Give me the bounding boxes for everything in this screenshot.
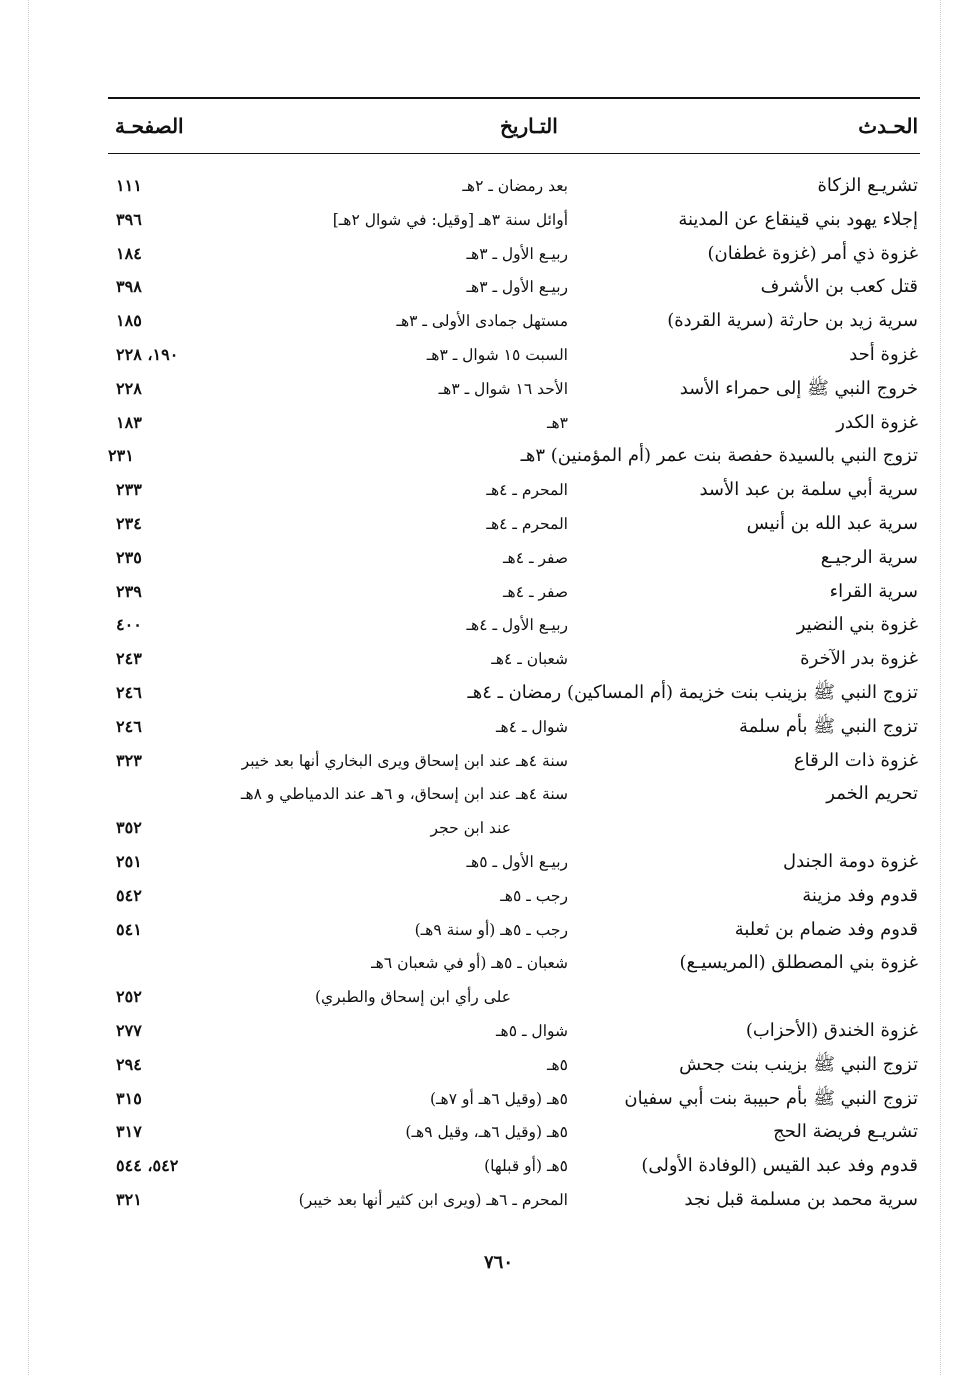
page-cell: ٣٥٢ [116, 818, 142, 838]
header-rule [108, 153, 920, 154]
table-row [0, 609, 956, 643]
event-cell: قدوم وفد مزينة [802, 884, 918, 906]
date-cell: مستهل جمادى الأولى ـ ٣هـ [396, 312, 568, 331]
date-cell: سنة ٤هـ عند ابن إسحاق ويرى البخاري أنها بعد خيبر [241, 751, 568, 770]
event-cell: تحريم الخمر [826, 783, 918, 805]
event-cell: سرية الرجيـع [820, 546, 918, 568]
table-row [0, 1184, 956, 1218]
event-cell: تزوج النبي ﷺ بزينب بنت جحش [679, 1053, 918, 1075]
date-cell: ٥هـ (أو قبلها) [484, 1157, 568, 1176]
event-cell: تشريـع فريضة الحج [773, 1121, 918, 1143]
page-cell: ٢٣٤ [116, 513, 142, 533]
date-cell: أوائل سنة ٣هـ [وقيل: في شوال ٢هـ] [332, 210, 568, 229]
event-cell: تزوج النبي ﷺ بزينب بنت خزيمة (أم المساكين) رمضان ـ ٤هـ [467, 681, 918, 703]
table-row [0, 1150, 956, 1184]
date-cell: ٥هـ (وقيل ٦هـ أو ٧هـ) [429, 1089, 568, 1108]
event-cell: غزوة بني النضير [796, 614, 918, 636]
page-cell: ٢٣٩ [116, 581, 142, 601]
event-cell: غزوة بني المصطلق (المريسيـع) [679, 952, 918, 974]
table-row [0, 880, 956, 914]
date-cell: رجب ـ ٥هـ [500, 886, 568, 905]
date-cell: المحرم ـ ٤هـ [486, 481, 568, 500]
date-cell: ربيـع الأول ـ ٣هـ [466, 244, 568, 263]
event-cell: غزوة الكدر [836, 411, 918, 433]
event-cell: غزوة أحد [849, 343, 918, 365]
page-cell: ٢٤٦ [116, 682, 142, 702]
event-cell: قتل كعب بن الأشرف [760, 276, 918, 298]
page-cell: ٣٢٣ [116, 750, 142, 770]
event-cell: قدوم وفد عبد القيس (الوفادة الأولى) [641, 1155, 918, 1177]
date-cell: ٣هـ [546, 413, 568, 432]
table-row [0, 677, 956, 711]
page-cell: ٢٣٣ [116, 480, 142, 500]
event-cell: خروج النبي ﷺ إلى حمراء الأسد [679, 377, 918, 399]
event-cell: غزوة الخندق (الأحزاب) [745, 1019, 918, 1041]
page-cell: ٢٤٣ [116, 649, 142, 669]
table-row [0, 1015, 956, 1049]
page-cell: ٣١٧ [116, 1122, 142, 1142]
table-row [0, 711, 956, 745]
event-cell: غزوة دومة الجندل [783, 850, 918, 872]
page-number: ٧٦٠ [484, 1252, 514, 1273]
date-cell: ربيـع الأول ـ ٤هـ [466, 616, 568, 635]
event-cell: سرية زيد بن حارثة (سرية القردة) [667, 310, 918, 332]
table-row [0, 271, 956, 305]
event-cell: سرية القراء [829, 580, 918, 602]
event-cell: سرية محمد بن مسلمة قبل نجد [684, 1188, 918, 1210]
events-table [0, 170, 956, 1218]
table-row [0, 1083, 956, 1117]
page-cell: ٢٣٥ [116, 547, 142, 567]
page-cell: ٥٤٢ [116, 885, 142, 905]
event-cell: غزوة ذات الرقاع [793, 749, 918, 771]
page-cell: ١٨٣ [116, 412, 142, 432]
date-cell: ربيـع الأول ـ ٣هـ [466, 278, 568, 297]
page-cell: ٢٥٢ [116, 987, 142, 1007]
table-row [0, 812, 956, 846]
date-cell: المحرم ـ ٤هـ [486, 514, 568, 533]
page-cell: ٥٤٢، ٥٤٤ [116, 1156, 179, 1176]
date-cell: ٥هـ [546, 1055, 568, 1074]
date-cell: بعد رمضان ـ ٢هـ [462, 177, 568, 195]
date-cell: الأحد ١٦ شوال ـ ٣هـ [438, 379, 568, 398]
event-cell: تزوج النبي ﷺ بأم حبيبة بنت أبي سفيان [624, 1087, 918, 1109]
date-cell: المحرم ـ ٦هـ (ويرى ابن كثير أنها بعد خيبر) [298, 1190, 568, 1209]
page-cell: ٢٥١ [116, 851, 142, 871]
page-cell: ١١١ [116, 176, 142, 195]
page-cell: ٤٠٠ [116, 615, 142, 635]
table-row [0, 305, 956, 339]
table-row [0, 542, 956, 576]
event-cell: إجلاء يهود بني قينقاع عن المدينة [678, 208, 918, 230]
top-rule [108, 97, 920, 99]
date-cell: السبت ١٥ شوال ـ ٣هـ [426, 345, 568, 364]
table-row [0, 474, 956, 508]
event-cell: غزوة ذي أمر (غزوة غطفان) [707, 242, 918, 264]
table-row [0, 508, 956, 542]
table-row [0, 914, 956, 948]
table-row [0, 238, 956, 272]
table-row [0, 643, 956, 677]
event-cell: غزوة بدر الآخرة [800, 648, 918, 670]
page-cell: ٥٤١ [116, 919, 142, 939]
page-cell: ٣٩٨ [116, 277, 142, 297]
header-page: الصفحـة [115, 114, 184, 138]
event-cell: سرية عبد الله بن أنيس [746, 512, 918, 534]
table-row [0, 440, 956, 474]
date-cell: شوال ـ ٥هـ [495, 1021, 568, 1040]
date-cell: رجب ـ ٥هـ (أو سنة ٩هـ) [414, 920, 568, 939]
date-cell: ربيـع الأول ـ ٥هـ [466, 852, 568, 871]
date-cell: على رأي ابن إسحاق والطبري) [314, 988, 511, 1007]
date-cell: عند ابن حجر [430, 819, 511, 838]
page-cell: ٣١٥ [116, 1088, 142, 1108]
page-cell: ٢٢٨ [116, 378, 142, 398]
table-row [0, 576, 956, 610]
table-row [0, 947, 956, 981]
event-cell: تشريـع الزكاة [817, 175, 918, 196]
table-row [0, 778, 956, 812]
event-cell: قدوم وفد ضمام بن ثعلبة [734, 918, 918, 940]
header-event: الحـدث [858, 114, 918, 138]
header-date: التـاريخ [500, 114, 558, 138]
event-cell: تزوج النبي بالسيدة حفصة بنت عمر (أم المؤمنين) ٣هـ [520, 445, 918, 467]
table-row [0, 745, 956, 779]
date-cell: سنة ٤هـ عند ابن إسحاق، و ٦هـ عند الدمياطي و ٨هـ [240, 785, 568, 804]
table-row [0, 339, 956, 373]
date-cell: صفر ـ ٤هـ [503, 548, 568, 567]
date-cell: شعبان ـ ٥هـ (أو في شعبان ٦هـ [371, 954, 568, 973]
date-cell: صفر ـ ٤هـ [503, 582, 568, 601]
page-cell: ٣٩٦ [116, 209, 142, 229]
event-cell: سرية أبي سلمة بن عبد الأسد [699, 479, 918, 501]
table-row [0, 407, 956, 441]
table-row [0, 1116, 956, 1150]
page-cell: ١٩٠، ٢٢٨ [116, 344, 179, 364]
table-row [0, 1049, 956, 1083]
table-row [0, 373, 956, 407]
table-row [0, 846, 956, 880]
page-cell: ١٨٥ [116, 311, 142, 331]
table-row [0, 981, 956, 1015]
page-cell: ٣٢١ [116, 1189, 142, 1209]
page-cell: ٢٤٦ [116, 716, 142, 736]
table-row [0, 204, 956, 238]
event-cell: تزوج النبي ﷺ بأم سلمة [739, 715, 918, 737]
table-row [0, 170, 956, 204]
date-cell: ٥هـ (وقيل ٦هـ، وقيل ٩هـ) [405, 1123, 568, 1142]
date-cell: شوال ـ ٤هـ [495, 717, 568, 736]
page-cell: ٢٧٧ [116, 1020, 142, 1040]
page-cell: ٢٩٤ [116, 1054, 142, 1074]
page-cell: ١٨٤ [116, 243, 142, 263]
date-cell: شعبان ـ ٤هـ [491, 650, 568, 669]
page-cell: ٢٣١ [108, 446, 134, 466]
